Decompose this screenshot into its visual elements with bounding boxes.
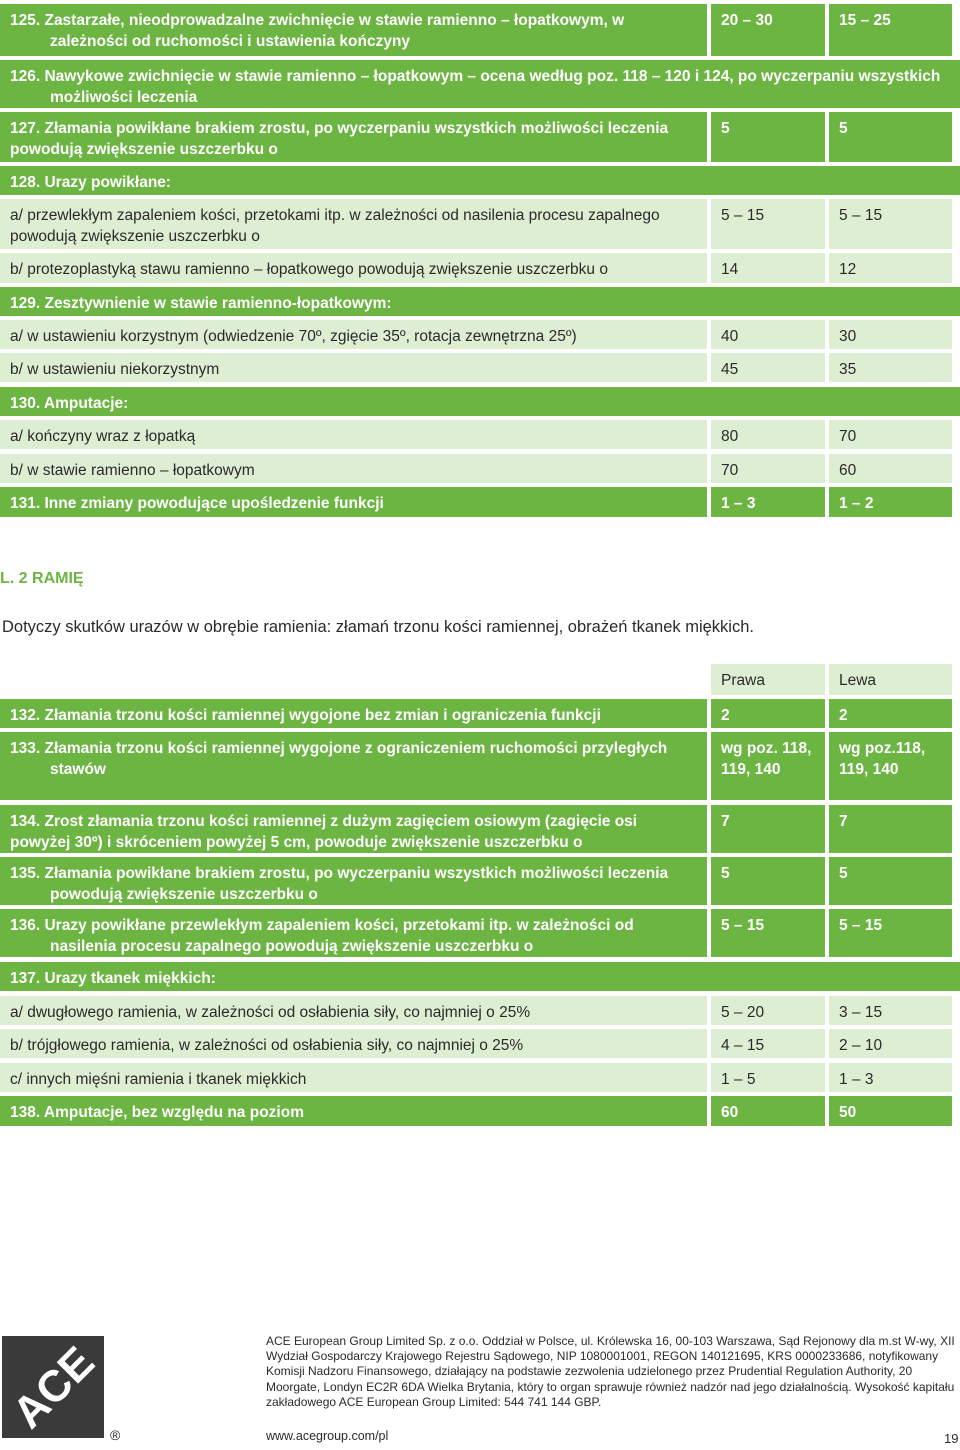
row-description: 138. Amputacje, bez względu na poziom bbox=[0, 1096, 707, 1126]
row-value-left: 1 – 3 bbox=[829, 1063, 952, 1092]
row-description: 125. Zastarzałe, nieodprowadzalne zwichnięcie w stawie ramienno – łopatkowym, w zależności od ruchomości i ustawienia kończyny bbox=[0, 4, 707, 56]
section-title: L. 2 RAMIĘ bbox=[0, 570, 84, 587]
table-row bbox=[0, 199, 960, 249]
row-description: 129. Zesztywnienie w stawie ramienno-łopatkowym: bbox=[0, 287, 960, 316]
row-value-left: 12 bbox=[829, 253, 952, 283]
row-value-left: 60 bbox=[829, 454, 952, 483]
row-description: 127. Złamania powikłane brakiem zrostu, po wyczerpaniu wszystkich możliwości leczenia powodują zwiększenie uszczerbku o bbox=[0, 112, 707, 162]
row-value-left: 5 – 15 bbox=[829, 199, 952, 249]
table-row bbox=[0, 166, 960, 195]
table-row bbox=[0, 60, 960, 108]
table-row bbox=[0, 1029, 960, 1058]
row-value-right: 45 bbox=[711, 353, 825, 382]
table-row bbox=[0, 320, 960, 349]
row-value-left: 70 bbox=[829, 420, 952, 449]
row-value-right: 4 – 15 bbox=[711, 1029, 825, 1058]
row-description: b/ trójgłowego ramienia, w zależności od osłabienia siły, co najmniej o 25% bbox=[0, 1029, 707, 1058]
row-description: 128. Urazy powikłane: bbox=[0, 166, 960, 195]
row-value-left: 35 bbox=[829, 353, 952, 382]
footer-company-info: ACE European Group Limited Sp. z o.o. Oddział w Polsce, ul. Królewska 16, 00-103 Warszawa, Sąd Rejonowy dla m.st W-wy, XII Wydział Gospodarczy Krajowego Rejestru Sądowego, NIP 1080001001, REGON 140121695, KRS 0000233686, notyfikowany Komisji Nadzoru Finansowego, działający na podstawie zezwolenia udzielonego przez Prudential Regulation Authority, 20 Moorgate, Londyn EC2R 6DA Wielka Brytania, który to organ sprawuje również nadzór nad jego działalnością. Wysokość kapitału zakładowego ACE European Group Limited: 544 741 144 GBP. bbox=[266, 1334, 955, 1409]
row-description: 135. Złamania powikłane brakiem zrostu, po wyczerpaniu wszystkich możliwości leczenia powodują zwiększenie uszczerbku o bbox=[0, 857, 707, 905]
table-row bbox=[0, 353, 960, 382]
table-row bbox=[0, 996, 960, 1025]
row-description: 132. Złamania trzonu kości ramiennej wygojone bez zmian i ograniczenia funkcji bbox=[0, 699, 707, 728]
row-value-left: 50 bbox=[829, 1096, 952, 1126]
row-description: c/ innych mięśni ramienia i tkanek miękkich bbox=[0, 1063, 707, 1092]
row-description: 131. Inne zmiany powodujące upośledzenie funkcji bbox=[0, 487, 707, 517]
row-value-right: 70 bbox=[711, 454, 825, 483]
row-value-right: wg poz. 118, 119, 140 bbox=[711, 732, 825, 800]
table-header-row bbox=[0, 664, 960, 695]
row-value-left: wg poz.118, 119, 140 bbox=[829, 732, 952, 800]
row-value-left: 5 – 15 bbox=[829, 909, 952, 957]
row-value-right: 2 bbox=[711, 699, 825, 728]
row-description: 126. Nawykowe zwichnięcie w stawie ramienno – łopatkowym – ocena według poz. 118 – 120 i 124, po wyczerpaniu wszystkich możliwości leczenia bbox=[0, 60, 960, 108]
table-row bbox=[0, 387, 960, 416]
ace-logo bbox=[2, 1336, 104, 1438]
row-value-right: 5 – 15 bbox=[711, 909, 825, 957]
table-row bbox=[0, 487, 960, 517]
logo-text: ACE bbox=[3, 1337, 104, 1438]
row-description: b/ protezoplastyką stawu ramienno – łopatkowego powodują zwiększenie uszczerbku o bbox=[0, 253, 707, 283]
row-value-right: 20 – 30 bbox=[711, 4, 825, 56]
row-value-right: 40 bbox=[711, 320, 825, 349]
row-value-left: 2 – 10 bbox=[829, 1029, 952, 1058]
row-description: a/ dwugłowego ramienia, w zależności od osłabienia siły, co najmniej o 25% bbox=[0, 996, 707, 1025]
table-row bbox=[0, 1063, 960, 1092]
row-value-left: 3 – 15 bbox=[829, 996, 952, 1025]
table-row bbox=[0, 1096, 960, 1126]
row-value-right: 80 bbox=[711, 420, 825, 449]
table-row bbox=[0, 962, 960, 991]
table-row bbox=[0, 699, 960, 728]
row-description: 134. Zrost złamania trzonu kości ramiennej z dużym zagięciem osiowym (zagięcie osi powyżej 30º) i skróceniem powyżej 5 cm, powoduje zwiększenie uszczerbku o bbox=[0, 805, 707, 853]
row-value-left: 15 – 25 bbox=[829, 4, 952, 56]
table-row bbox=[0, 4, 960, 56]
table-row bbox=[0, 857, 960, 905]
row-value-right: 5 bbox=[711, 112, 825, 162]
row-description: 133. Złamania trzonu kości ramiennej wygojone z ograniczeniem ruchomości przyległych stawów bbox=[0, 732, 707, 800]
row-description: 137. Urazy tkanek miękkich: bbox=[0, 962, 960, 991]
table-row bbox=[0, 420, 960, 449]
row-description: 136. Urazy powikłane przewlekłym zapaleniem kości, przetokami itp. w zależności od nasilenia procesu zapalnego powodują zwiększenie uszczerbku o bbox=[0, 909, 707, 957]
row-value-right: 5 – 15 bbox=[711, 199, 825, 249]
page-number: 19 bbox=[944, 1431, 959, 1446]
table-row bbox=[0, 732, 960, 800]
table-row bbox=[0, 287, 960, 316]
row-description: a/ kończyny wraz z łopatką bbox=[0, 420, 707, 449]
table-row bbox=[0, 112, 960, 162]
row-value-left: 30 bbox=[829, 320, 952, 349]
row-value-left: 7 bbox=[829, 805, 952, 853]
row-value-right: 14 bbox=[711, 253, 825, 283]
table-row bbox=[0, 454, 960, 483]
row-value-right: 60 bbox=[711, 1096, 825, 1126]
row-value-left: 5 bbox=[829, 112, 952, 162]
header-lewa: Lewa bbox=[829, 664, 952, 695]
row-value-right: 5 – 20 bbox=[711, 996, 825, 1025]
section-intro: Dotyczy skutków urazów w obrębie ramienia: złamań trzonu kości ramiennej, obrażeń tkanek miękkich. bbox=[2, 618, 754, 636]
row-description: 130. Amputacje: bbox=[0, 387, 960, 416]
row-value-left: 2 bbox=[829, 699, 952, 728]
row-value-left: 1 – 2 bbox=[829, 487, 952, 517]
row-description: a/ przewlekłym zapaleniem kości, przetokami itp. w zależności od nasilenia procesu zapalnego powodują zwiększenie uszczerbku o bbox=[0, 199, 707, 249]
header-prawa: Prawa bbox=[711, 664, 825, 695]
row-value-right: 1 – 3 bbox=[711, 487, 825, 517]
row-value-right: 5 bbox=[711, 857, 825, 905]
table-row bbox=[0, 805, 960, 853]
table-row bbox=[0, 253, 960, 283]
header-empty bbox=[0, 664, 707, 695]
footer-url-link[interactable]: www.acegroup.com/pl bbox=[266, 1429, 389, 1443]
row-value-right: 1 – 5 bbox=[711, 1063, 825, 1092]
row-value-left: 5 bbox=[829, 857, 952, 905]
table-row bbox=[0, 909, 960, 957]
row-description: a/ w ustawieniu korzystnym (odwiedzenie 70º, zgięcie 35º, rotacja zewnętrzna 25º) bbox=[0, 320, 707, 349]
row-description: b/ w ustawieniu niekorzystnym bbox=[0, 353, 707, 382]
row-description: b/ w stawie ramienno – łopatkowym bbox=[0, 454, 707, 483]
row-value-right: 7 bbox=[711, 805, 825, 853]
registered-mark: ® bbox=[110, 1427, 121, 1443]
